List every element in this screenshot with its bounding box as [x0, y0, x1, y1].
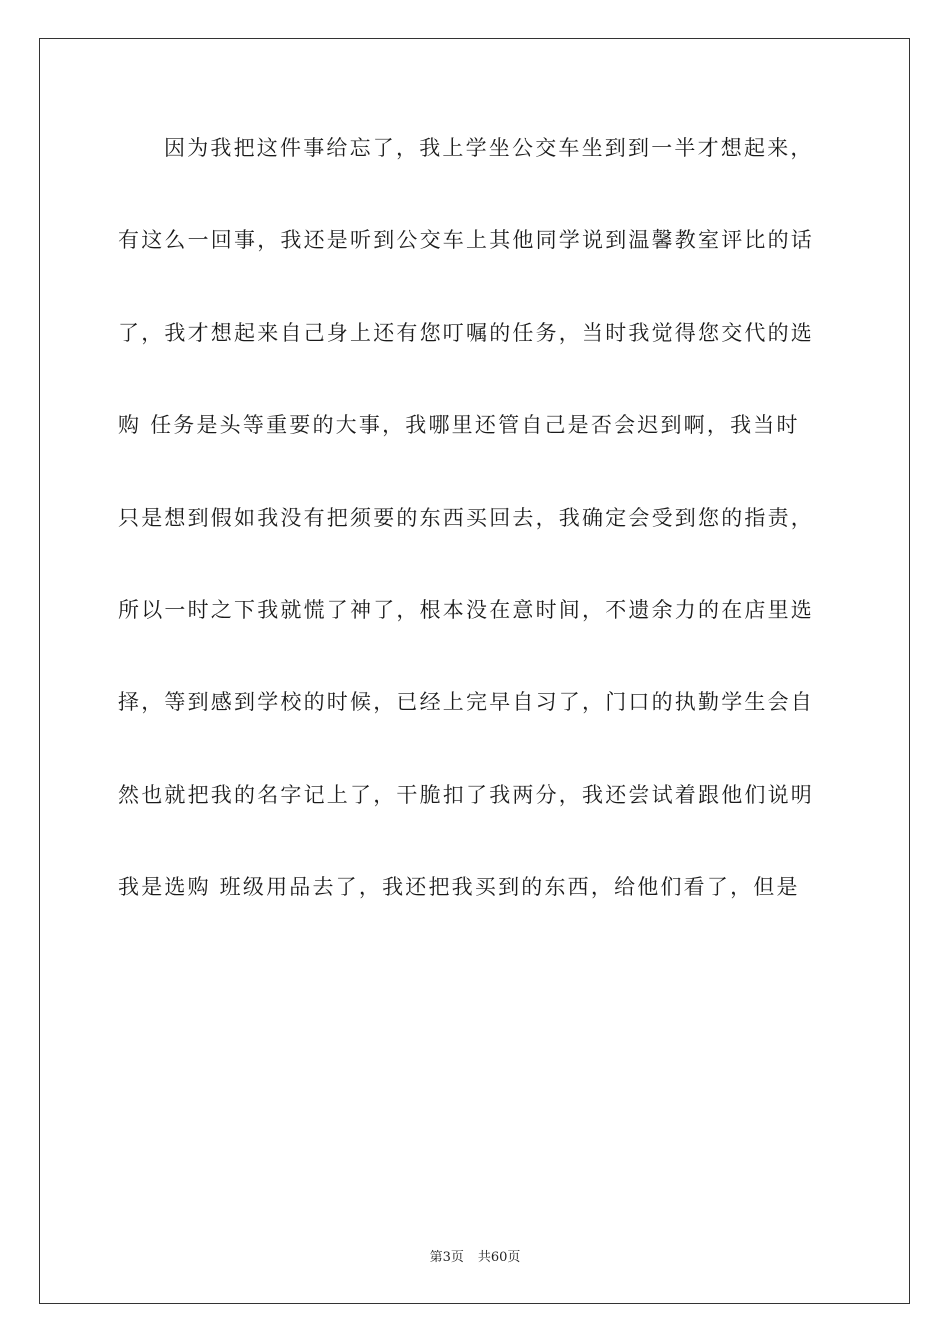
paragraph-line: 因为我把这件事给忘了，我上学坐公交车坐到到一半才想起来， [164, 136, 814, 160]
paragraph-line: 购 任务是头等重要的大事，我哪里还管自己是否会迟到啊，我当时 [118, 413, 800, 438]
page-footer [0, 1248, 950, 1268]
paragraph-line: 所以一时之下我就慌了神了，根本没在意时间，不遗余力的在店里选 [118, 597, 814, 622]
paragraph-line: 有这么一回事，我还是听到公交车上其他同学说到温馨教室评比的话 [118, 228, 814, 253]
document-body [118, 130, 834, 962]
paragraph-line: 然也就把我的名字记上了，干脆扣了我两分，我还尝试着跟他们说明 [118, 782, 814, 807]
paragraph-line: 了，我才想起来自己身上还有您叮嘱的任务，当时我觉得您交代的选 [118, 320, 814, 345]
paragraph-line: 择，等到感到学校的时候，已经上完早自习了，门口的执勤学生会自 [118, 690, 814, 715]
paragraph-line: 只是想到假如我没有把须要的东西买回去，我确定会受到您的指责， [118, 505, 814, 530]
page-number: 第3页 [429, 1250, 464, 1265]
page-total: 共60页 [477, 1250, 521, 1265]
paragraph-line: 我是选购 班级用品去了，我还把我买到的东西，给他们看了，但是 [118, 875, 800, 900]
